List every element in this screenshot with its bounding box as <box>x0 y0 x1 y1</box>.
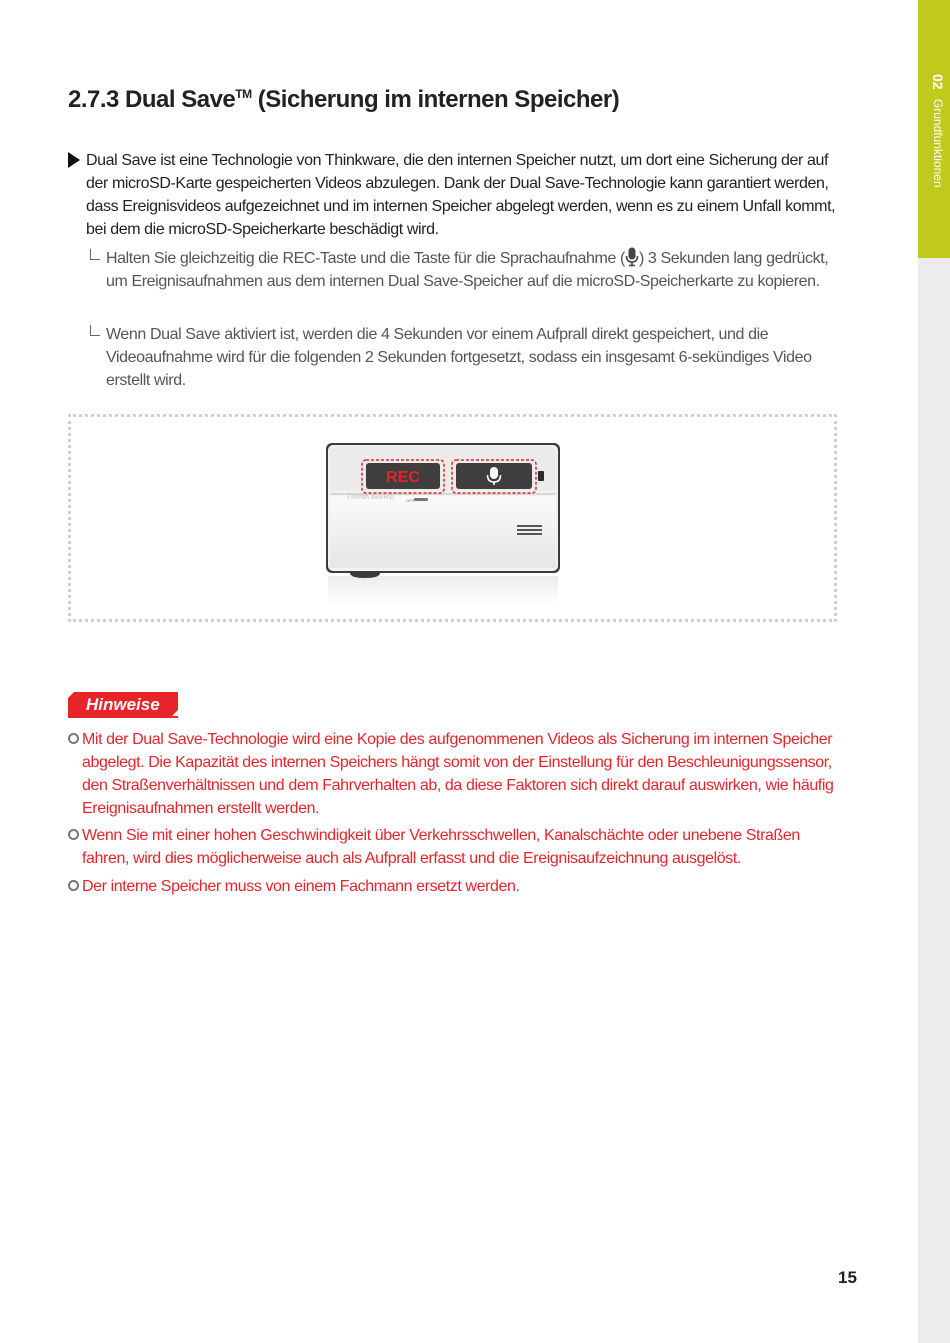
circle-bullet-icon <box>68 880 79 891</box>
chapter-number: 02 <box>930 74 946 90</box>
sub-item <box>88 323 838 392</box>
microphone-icon <box>625 247 639 267</box>
section-heading <box>68 86 888 114</box>
hint-underline <box>68 716 178 718</box>
sub-item-text <box>106 247 838 293</box>
circle-bullet-icon <box>68 829 79 840</box>
brand-text: THINKWARE <box>346 492 395 501</box>
hint-note-text: Der interne Speicher muss von einem Fachmann ersetzt werden. <box>82 878 520 895</box>
heading-suffix: (Sicherung im internen Speicher) <box>251 86 620 113</box>
sub-item-text: Wenn Dual Save aktiviert ist, werden die 4 Sekunden vor einem Aufprall direkt gespeichert, und die Videoaufnahme wird für die folgenden 2 Sekunden fortgesetzt, sodass ein insgesamt 6-sekündiges Video erstellt wird. <box>106 326 812 389</box>
hint-note <box>68 875 838 898</box>
chapter-label: Grundfunktionen <box>931 98 945 188</box>
hint-note-text: Mit der Dual Save-Technologie wird eine Kopie des aufgenommenen Videos als Sicherung im internen Speicher abgelegt. Die Kapazität des internen Speichers hängt somit von der Einstellung für den Beschleunigungssensor, den Straßenverhältnissen und dem Fahrverhalten ab, da diese Faktoren sich direkt darauf auswirken, wie häufig Ereignisaufnahmen erstellt werden. <box>82 731 834 817</box>
rec-button-label: REC <box>386 469 420 486</box>
dashcam-illustration <box>320 436 566 606</box>
intro-block <box>68 149 838 241</box>
sub-item-text-before: Halten Sie gleichzeitig die REC-Taste und die Taste für die Sprachaufnahme ( <box>106 250 625 267</box>
intro-text: Dual Save ist eine Technologie von Thinkware, die den internen Speicher nutzt, um dort eine Sicherung der auf der microSD-Karte gespeicherten Videos abzulegen. Dank der Dual Save-Technologie kann garantiert werden, dass Ereignisvideos aufgezeichnet und im internen Speicher abgelegt werden, wenn es zu einem Unfall kommt, bei dem die microSD-Speicherkarte beschädigt wird. <box>86 152 836 238</box>
heading-prefix: 2.7.3 Dual Save <box>68 86 236 113</box>
sub-item-text-after: ) 3 Sekunden lang gedrückt, um Ereignisaufnahmen aus dem internen Dual Save-Speicher auf die microSD-Speicherkarte zu kopieren. <box>106 250 829 290</box>
corner-bullet-icon <box>90 249 100 260</box>
hint-label: Hinweise <box>86 695 160 714</box>
triangle-bullet-icon <box>68 152 80 168</box>
hint-note <box>68 824 838 870</box>
page-number: 15 <box>838 1268 857 1287</box>
chapter-tab-text <box>922 74 946 254</box>
corner-bullet-icon <box>90 325 100 336</box>
circle-bullet-icon <box>68 733 79 744</box>
hint-note-text: Wenn Sie mit einer hohen Geschwindigkeit über Verkehrsschwellen, Kanalschächte oder unebene Straßen fahren, wird dies möglicherweise auch als Aufprall erfasst und die Ereignisaufzeichnung ausgelöst. <box>82 827 800 867</box>
sub-item <box>88 247 838 293</box>
trademark-sign: TM <box>235 87 252 101</box>
gps-text: GPS <box>406 498 415 503</box>
hint-note <box>68 728 838 820</box>
